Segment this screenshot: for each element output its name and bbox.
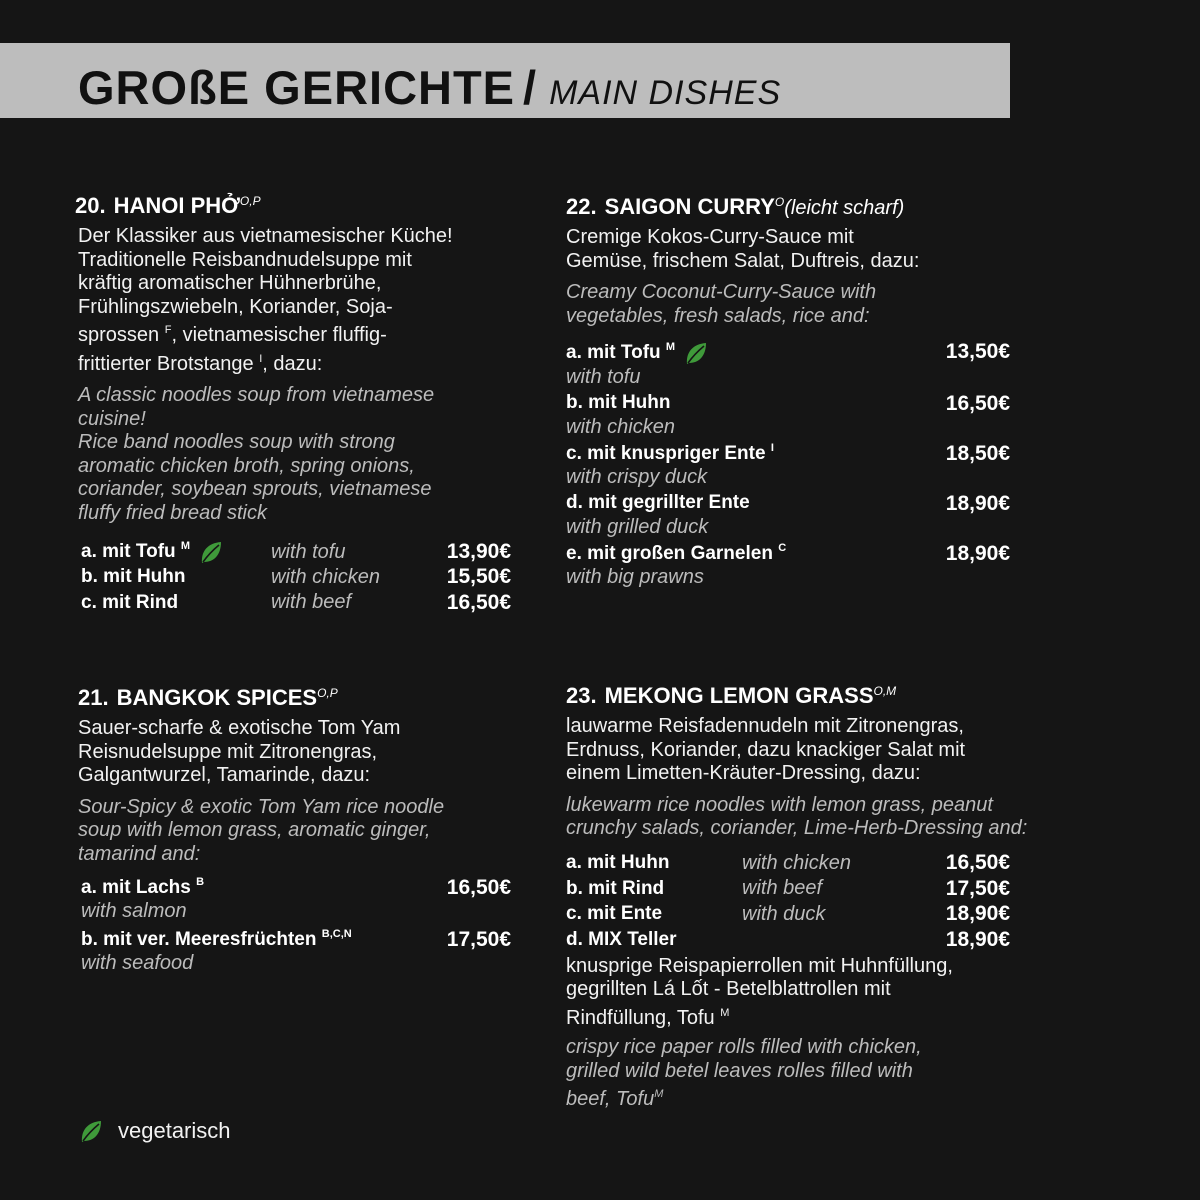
title-en: MAIN DISHES	[549, 74, 782, 112]
desc-line: vegetables, fresh salads, rice and:	[566, 304, 870, 327]
desc-line: lauwarme Reisfadennudeln mit Zitronengras,	[566, 715, 964, 737]
option-row	[81, 565, 511, 591]
allergen-codes: O,P	[317, 686, 338, 700]
spice-note: (leicht scharf)	[784, 197, 905, 219]
option-translation: with tofu	[566, 366, 641, 388]
option-label	[566, 442, 774, 465]
dish-number: 20.	[75, 193, 106, 218]
description-de	[78, 225, 515, 376]
option-price: 17,50€	[945, 876, 1010, 900]
dish-number: 23.	[566, 683, 597, 708]
desc-line: A classic noodles soup from vietnamese	[78, 384, 435, 406]
option-translation: with beef	[742, 877, 823, 900]
option-list	[81, 876, 511, 974]
option-row	[81, 590, 511, 616]
option-price: 18,90€	[945, 902, 1010, 926]
allergen-sup: M	[720, 1006, 730, 1019]
page-title	[78, 60, 781, 115]
option-label: a. mit Huhn	[566, 852, 670, 874]
option-head	[81, 928, 511, 952]
option-price: 17,50€	[446, 928, 511, 951]
option-price: 16,50€	[945, 851, 1010, 875]
desc-line: Rice band noodles soup with strong	[78, 431, 395, 453]
option-label: d. MIX Teller	[566, 928, 677, 950]
dish-name: MEKONG LEMON GRASS	[604, 683, 874, 708]
mix-description-en	[566, 1036, 1056, 1112]
allergen-sup: I	[770, 442, 774, 454]
description-en	[566, 794, 1056, 841]
option-translation: with chicken	[566, 416, 675, 438]
desc-text: sprossen	[78, 324, 160, 346]
desc-line: kräftig aromatischer Hühnerbrühe,	[78, 272, 382, 294]
dish-title	[75, 193, 515, 219]
option-name: b. mit ver. Meeresfrüchten	[81, 929, 317, 950]
legend	[78, 1118, 231, 1144]
description-en	[566, 281, 1012, 328]
option-translation: with seafood	[81, 952, 194, 974]
description-de	[566, 226, 1012, 273]
option-translation: with beef	[271, 591, 352, 614]
desc-text: Rindfüllung, Tofu	[566, 1006, 715, 1029]
option-translation: with big prawns	[566, 566, 704, 588]
desc-line: tamarind and:	[78, 842, 201, 865]
desc-line: Gemüse, frischem Salat, Duftreis, dazu:	[566, 249, 920, 272]
option-name: e. mit großen Garnelen	[566, 543, 773, 564]
option-row	[81, 539, 511, 565]
option-price: 15,50€	[446, 565, 511, 589]
option-list	[566, 340, 1010, 588]
option-label: b. mit Huhn	[81, 566, 186, 588]
desc-line: Der Klassiker aus vietnamesischer Küche!	[78, 225, 453, 247]
option-price: 13,90€	[446, 540, 511, 563]
option-name: a. mit Lachs	[81, 877, 191, 898]
desc-line: Creamy Coconut-Curry-Sauce with	[566, 281, 877, 303]
option-price: 16,50€	[446, 876, 511, 899]
dish-name: BANGKOK SPICES	[116, 685, 318, 710]
allergen-codes: O	[774, 195, 785, 209]
option-row	[566, 927, 1010, 953]
allergen-sup: M	[665, 341, 676, 354]
desc-line: fluffy fried bread stick	[78, 501, 267, 524]
desc-text: , vietnamesischer fluffig-	[171, 324, 387, 346]
desc-line: Sour-Spicy & exotic Tom Yam rice noodle	[78, 795, 445, 818]
dish-bangkok-spices	[78, 685, 510, 978]
option-translation: with crispy duck	[566, 466, 708, 488]
option-translation: with tofu	[271, 540, 346, 563]
option-price: 13,50€	[945, 340, 1010, 363]
option-list	[81, 539, 511, 616]
leaf-icon	[78, 1118, 104, 1144]
desc-line: aromatic chicken broth, spring onions,	[78, 454, 415, 477]
option-translation: with grilled duck	[566, 516, 709, 538]
option-label	[81, 928, 352, 951]
desc-line: Galgantwurzel, Tamarinde, dazu:	[78, 764, 371, 786]
option-label	[566, 542, 786, 565]
dish-title	[566, 683, 1056, 709]
option-row	[566, 492, 1010, 538]
option-label	[81, 876, 204, 899]
desc-text: beef, Tofu	[566, 1088, 655, 1110]
desc-line: lukewarm rice noodles with lemon grass, peanut	[566, 793, 993, 816]
desc-line: Erdnuss, Koriander, dazu knackiger Salat mit	[566, 738, 966, 761]
option-head	[566, 542, 1010, 566]
option-price: 18,90€	[945, 927, 1010, 951]
option-row	[566, 442, 1010, 488]
option-translation: with chicken	[742, 851, 851, 874]
option-head	[566, 442, 1010, 466]
allergen-sup: M	[180, 540, 191, 553]
option-price: 18,90€	[945, 492, 1010, 515]
option-row	[566, 542, 1010, 588]
desc-line: knusprige Reispapierrollen mit Huhnfüllung,	[566, 954, 953, 977]
option-name: a. mit Tofu	[566, 342, 661, 364]
desc-line: crunchy salads, coriander, Lime-Herb-Dressing and:	[566, 817, 1028, 839]
option-head	[566, 392, 1010, 416]
dish-title	[566, 194, 1012, 220]
dish-saigon-curry	[566, 194, 1012, 592]
dish-mekong-lemon-grass	[566, 683, 1056, 1112]
allergen-codes: O,P	[239, 194, 261, 208]
title-separator: /	[523, 61, 538, 114]
allergen-sup: F	[164, 324, 172, 336]
desc-line: einem Limetten-Kräuter-Dressing, dazu:	[566, 762, 921, 784]
option-price: 16,50€	[945, 392, 1010, 415]
option-name: c. mit knuspriger Ente	[566, 443, 766, 464]
option-head	[566, 340, 1010, 366]
option-row	[566, 340, 1010, 388]
desc-line: Frühlingszwiebeln, Koriander, Soja-	[78, 295, 393, 318]
option-row	[81, 876, 511, 922]
dish-name: SAIGON CURRY	[604, 194, 775, 219]
desc-line: crispy rice paper rolls filled with chicken,	[566, 1036, 922, 1058]
desc-line	[566, 1083, 1056, 1112]
desc-line: cuisine!	[78, 407, 146, 430]
desc-text: frittierter Brotstange	[78, 352, 254, 375]
option-translation: with salmon	[81, 900, 187, 922]
option-head	[566, 492, 1010, 516]
desc-line	[566, 1002, 1056, 1031]
desc-line: Sauer-scharfe & exotische Tom Yam	[78, 717, 401, 739]
description-de	[78, 717, 510, 788]
title-de: GROßE GERICHTE	[78, 61, 516, 114]
dish-number: 21.	[78, 685, 109, 710]
leaf-icon	[683, 340, 709, 366]
option-name: a. mit Tofu	[81, 541, 176, 563]
option-label: b. mit Huhn	[566, 392, 671, 413]
desc-line: grilled wild betel leaves rolles filled with	[566, 1059, 913, 1082]
dish-title	[78, 685, 510, 711]
description-de	[566, 715, 1056, 786]
desc-line: Cremige Kokos-Curry-Sauce mit	[566, 226, 854, 248]
option-price: 16,50€	[446, 590, 511, 614]
allergen-sup: M	[654, 1088, 664, 1100]
option-row	[81, 928, 511, 974]
option-row	[566, 392, 1010, 438]
option-translation: with duck	[742, 902, 826, 925]
desc-line	[78, 319, 515, 348]
leaf-icon	[198, 539, 224, 565]
legend-label: vegetarisch	[118, 1118, 231, 1143]
option-list	[566, 851, 1010, 953]
allergen-sup: B,C,N	[321, 928, 352, 940]
option-translation: with chicken	[271, 565, 380, 588]
option-row	[566, 876, 1010, 902]
option-row	[566, 851, 1010, 877]
dish-hanoi-pho	[75, 193, 515, 616]
option-price: 18,90€	[945, 542, 1010, 565]
dish-number: 22.	[566, 194, 597, 219]
desc-line: coriander, soybean sprouts, vietnamese	[78, 478, 432, 500]
option-head	[81, 876, 511, 900]
description-en	[78, 796, 510, 867]
option-label: c. mit Rind	[81, 591, 179, 613]
option-label: d. mit gegrillter Ente	[566, 492, 750, 513]
option-row	[566, 902, 1010, 928]
allergen-sup: B	[196, 876, 205, 888]
desc-line: Reisnudelsuppe mit Zitronengras,	[78, 740, 378, 763]
option-price: 18,50€	[945, 442, 1010, 465]
desc-line: soup with lemon grass, aromatic ginger,	[78, 819, 431, 841]
allergen-sup: C	[778, 542, 787, 554]
desc-line	[78, 348, 515, 377]
option-label	[81, 539, 271, 565]
option-label: c. mit Ente	[566, 903, 663, 925]
desc-line: Traditionelle Reisbandnudelsuppe mit	[78, 248, 412, 271]
allergen-sup: I	[259, 352, 263, 365]
mix-description-de	[566, 955, 1056, 1031]
allergen-codes: O,M	[873, 684, 897, 698]
option-label	[566, 340, 709, 366]
option-label: b. mit Rind	[566, 877, 665, 899]
desc-line: gegrillten Lá Lốt - Betelblattrollen mit	[566, 978, 891, 1000]
desc-text: , dazu:	[262, 352, 323, 375]
dish-name: HANOI PHỞ	[113, 193, 240, 218]
description-en	[78, 384, 515, 525]
